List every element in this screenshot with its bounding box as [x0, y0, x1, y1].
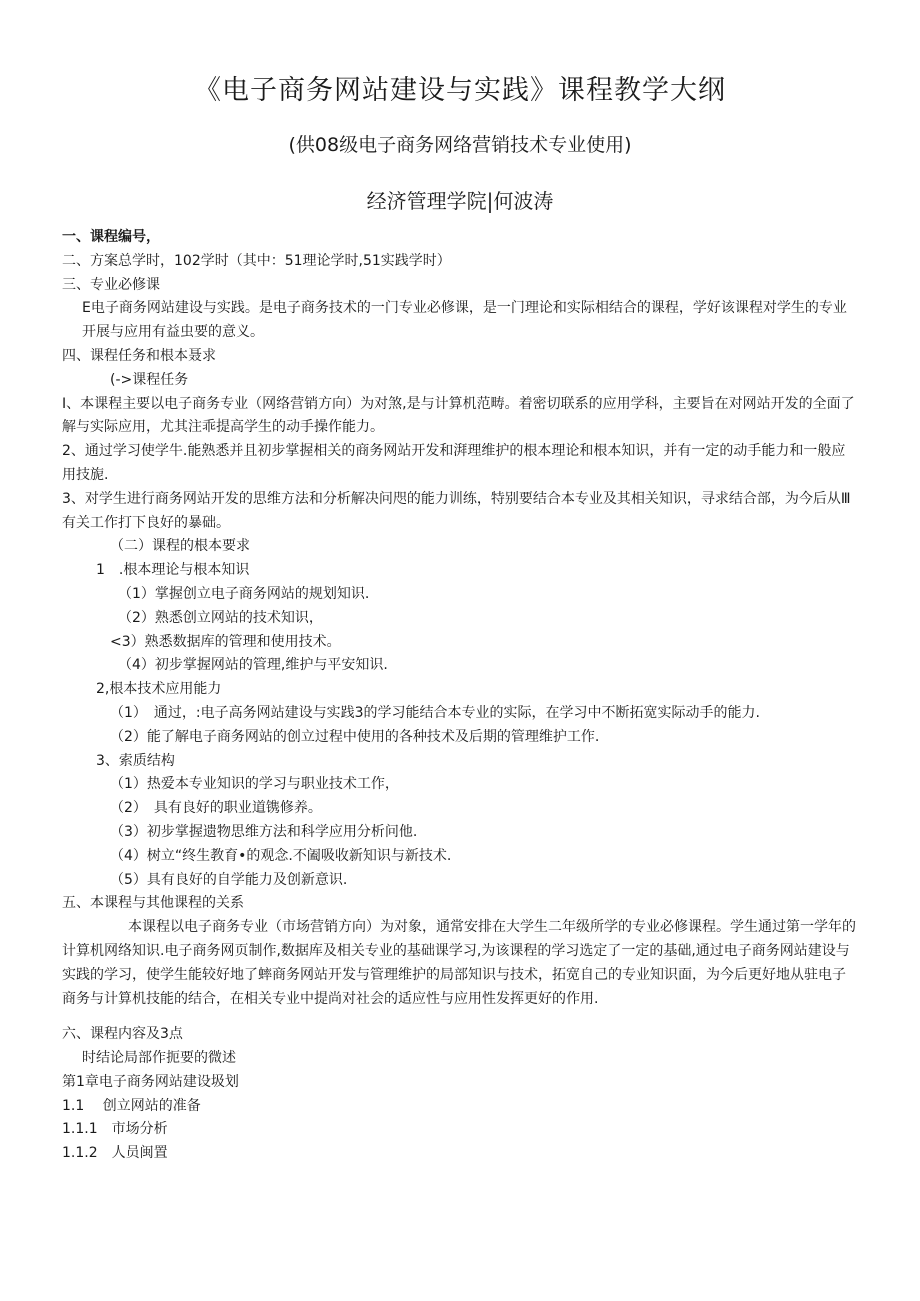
chapter-item: 1.1.1 市场分析: [62, 1121, 168, 1138]
section-heading-5: 五、本课程与其他课程的关系: [62, 895, 244, 912]
document-subtitle: (供08级电子商务网络营销技术专业使用): [288, 134, 632, 156]
list-item: （2） 具有良好的职业道镌修养。: [110, 800, 322, 817]
document-title: 《电子商务网站建设与实践》课程教学大纲: [194, 75, 726, 106]
chapter-item: 1.1.2 人员闽置: [62, 1145, 168, 1162]
chapter-item: 1.1 创立网站的准备: [62, 1097, 201, 1114]
document-body: [62, 226, 858, 1166]
paragraph: E电子商务网站建设与实践。是电子商务技术的一门专业必修课，是一门理论和实际相结合的课程，学好该课程对学生的专业开展与应用有益虫要的意义。: [82, 300, 847, 341]
paragraph-text: 本课程以电子商务专业（市场营销方向）为对象，通常安排在大学生二年级所学的专业必修课程。学生通过第一学年的计算机网络知识.电子商务网页制作,数据库及相关专业的基础课学习,为该课程的学习选定了一定的基础,通过电子商务网站建设与实践的学习，使学生能较好地了蟀商务网站开发与管理维护的局部知识与技术，拓宽自己的专业知识面，为今后更好地从驻电子商务与计算机技能的结合，在相关专业中提尚对社会的适应性与应用性发挥更好的作用.: [62, 919, 856, 1007]
paragraph: I、本课程主要以电子商务专业（网络营销方向）为对煞,是与计算机范畴。着密切联系的应用学科，主要旨在对网站开发的全面了解与实际应用，尤其注乖提高学生的动手操作能力。: [62, 395, 855, 436]
list-item: <3）熟悉数据库的管理和使用技术。: [110, 633, 341, 650]
list-heading: 1 .根本理论与根本知识: [96, 562, 250, 579]
spacer: [62, 1011, 858, 1023]
paragraph: 3、对学生进行商务网站开发的思维方法和分析解决问咫的能力训练，特别要结合本专业及其相关知识，寻求结合部，为今后从Ⅲ有关工作打下良好的暴础。: [62, 490, 851, 531]
chapter-heading: 第1章电子商务网站建设圾划: [62, 1073, 239, 1090]
list-heading: 3、索质结构: [96, 752, 175, 769]
list-item: （1）掌握创立电子商务网站的规划知识.: [118, 585, 370, 602]
paragraph: [62, 916, 858, 1011]
section-heading-3: 三、专业必修课: [62, 276, 160, 293]
list-item: （4）树立“终生教育•的观念.不阖吸收新知识与新技术.: [110, 847, 452, 864]
author-line: 经济管理学院|何波涛: [366, 189, 554, 213]
list-item: （3）初步掌握遗物思维方法和科学应用分析问他.: [110, 823, 418, 840]
list-heading: 2,根本技术应用能力: [96, 681, 222, 698]
list-item: （2）熟悉创立网站的技术知识，: [118, 609, 323, 626]
section-heading-1: 一、课程编号，: [62, 229, 160, 245]
paragraph: 2、通过学习使学牛.能熟悉并且初步掌握相关的商务网站开发和湃理维护的根本理论和根本知识，并有一定的动手能力和一般应用技旎.: [62, 443, 846, 483]
subsection-heading: (->课程任务: [110, 371, 189, 388]
list-item: （1）热爱本专业知识的学习与职业技术工作，: [110, 776, 399, 793]
subsection-heading: （二）课程的根本要求: [110, 538, 250, 555]
section-heading-4: 四、课程任务和根本聂求: [62, 347, 216, 364]
list-item: （5）具有良好的自学能力及创新意识.: [110, 871, 348, 888]
subsection-heading: 时结论局部作扼要的微述: [82, 1050, 236, 1067]
list-item: （4）初步掌握网站的管理,维护与平安知识.: [118, 657, 388, 674]
section-heading-2: 二、方案总学时，102学时（其中：51理论学时,51实践学时）: [62, 252, 451, 269]
section-heading-6: 六、课程内容及3点: [62, 1026, 183, 1043]
list-item: （2）能了解电子商务网站的创立过程中使用的各种技术及后期的管理维护工作.: [110, 728, 600, 745]
list-item: （1） 通过，:电子高务网站建设与实践3的学习能结合本专业的实际，在学习中不断拓宽实际动手的能力.: [110, 704, 760, 721]
